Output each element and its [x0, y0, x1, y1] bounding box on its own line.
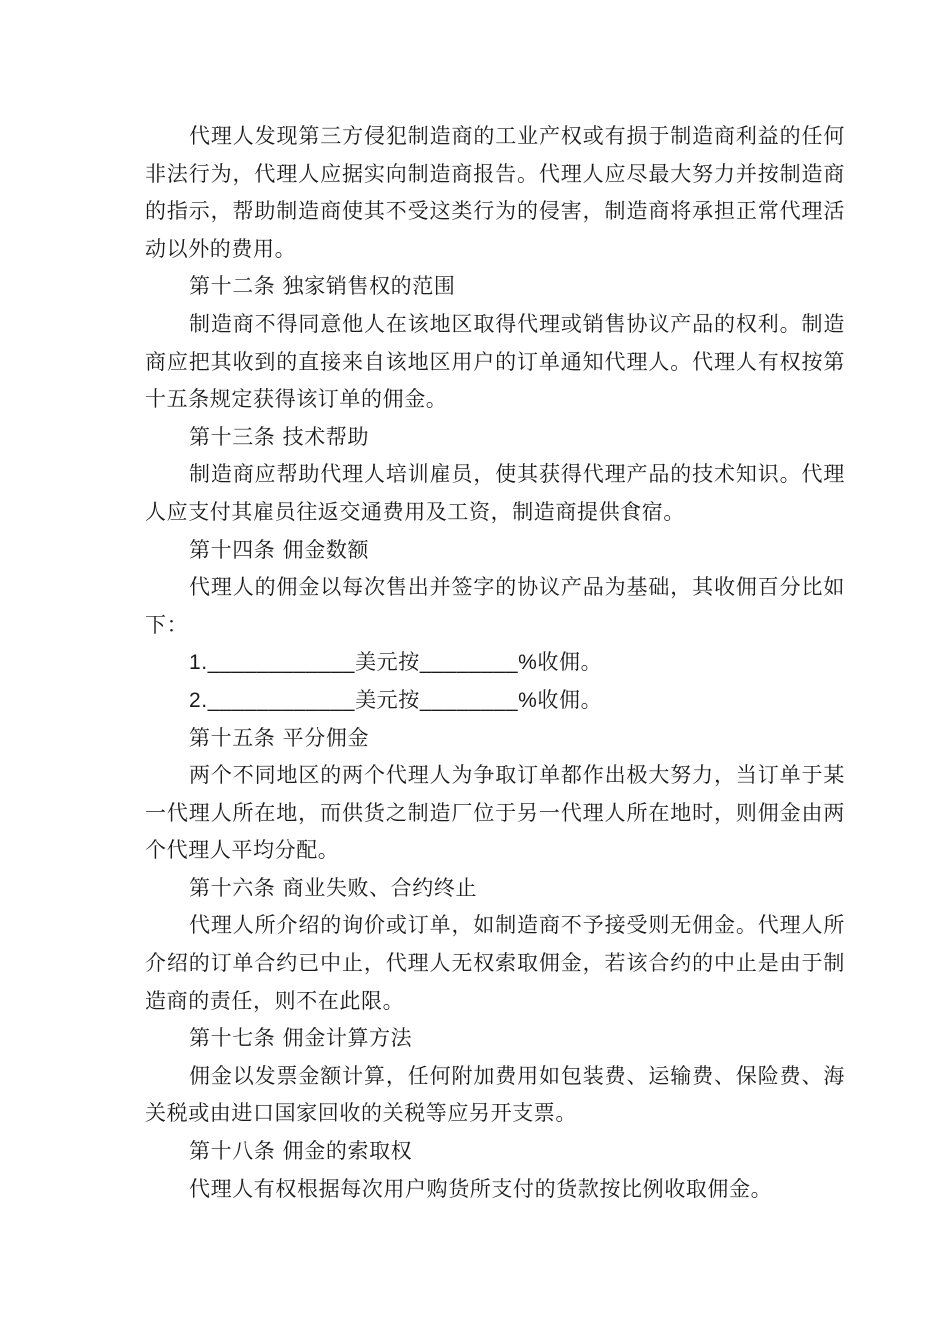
- article-18-heading: 第十八条 佣金的索取权: [189, 1139, 413, 1164]
- paragraph-split-commission: 两个不同地区的两个代理人为争取订单都作出极大努力，当订单于某一代理人所在地，而供货之制造厂位于另一代理人所在地时，则佣金由两个代理人平均分配。: [145, 763, 845, 863]
- paragraph-technical-help: 制造商应帮助代理人培训雇员，使其获得代理产品的技术知识。代理人应支付其雇员往返交通费用及工资，制造商提供食宿。: [145, 462, 845, 524]
- article-16-heading: 第十六条 商业失败、合约终止: [189, 875, 478, 900]
- paragraph-commission-claim: 代理人有权根据每次用户购货所支付的货款按比例收取佣金。: [189, 1176, 773, 1201]
- commission-rate-line-2: 2.____________美元按________%收佣。: [189, 688, 603, 712]
- document-body: [145, 118, 845, 1208]
- paragraph-commission-calculation: 佣金以发票金额计算，任何附加费用如包装费、运输费、保险费、海关税或由进口国家回收的关税等应另开支票。: [145, 1063, 845, 1126]
- paragraph-commission-amount: 代理人的佣金以每次售出并签字的协议产品为基础，其收佣百分比如下：: [145, 575, 845, 637]
- paragraph-agent-report: 代理人发现第三方侵犯制造商的工业产权或有损于制造商利益的任何非法行为，代理人应据实向制造商报告。代理人应尽最大努力并按制造商的指示，帮助制造商使其不受这类行为的侵害，制造商将承担正常代理活动以外的费用。: [145, 124, 845, 261]
- paragraph-contract-termination: 代理人所介绍的询价或订单，如制造商不予接受则无佣金。代理人所介绍的订单合约已中止，代理人无权索取佣金，若该合约的中止是由于制造商的责任，则不在此限。: [145, 913, 845, 1013]
- article-14-heading: 第十四条 佣金数额: [189, 537, 370, 562]
- article-17-heading: 第十七条 佣金计算方法: [189, 1026, 413, 1051]
- article-12-heading: 第十二条 独家销售权的范围: [189, 274, 456, 299]
- article-13-heading: 第十三条 技术帮助: [189, 424, 370, 449]
- paragraph-exclusive-rights: 制造商不得同意他人在该地区取得代理或销售协议产品的权利。制造商应把其收到的直接来自该地区用户的订单通知代理人。代理人有权按第十五条规定获得该订单的佣金。: [145, 311, 845, 412]
- article-15-heading: 第十五条 平分佣金: [189, 725, 370, 750]
- commission-rate-line-1: 1.____________美元按________%收佣。: [189, 651, 603, 675]
